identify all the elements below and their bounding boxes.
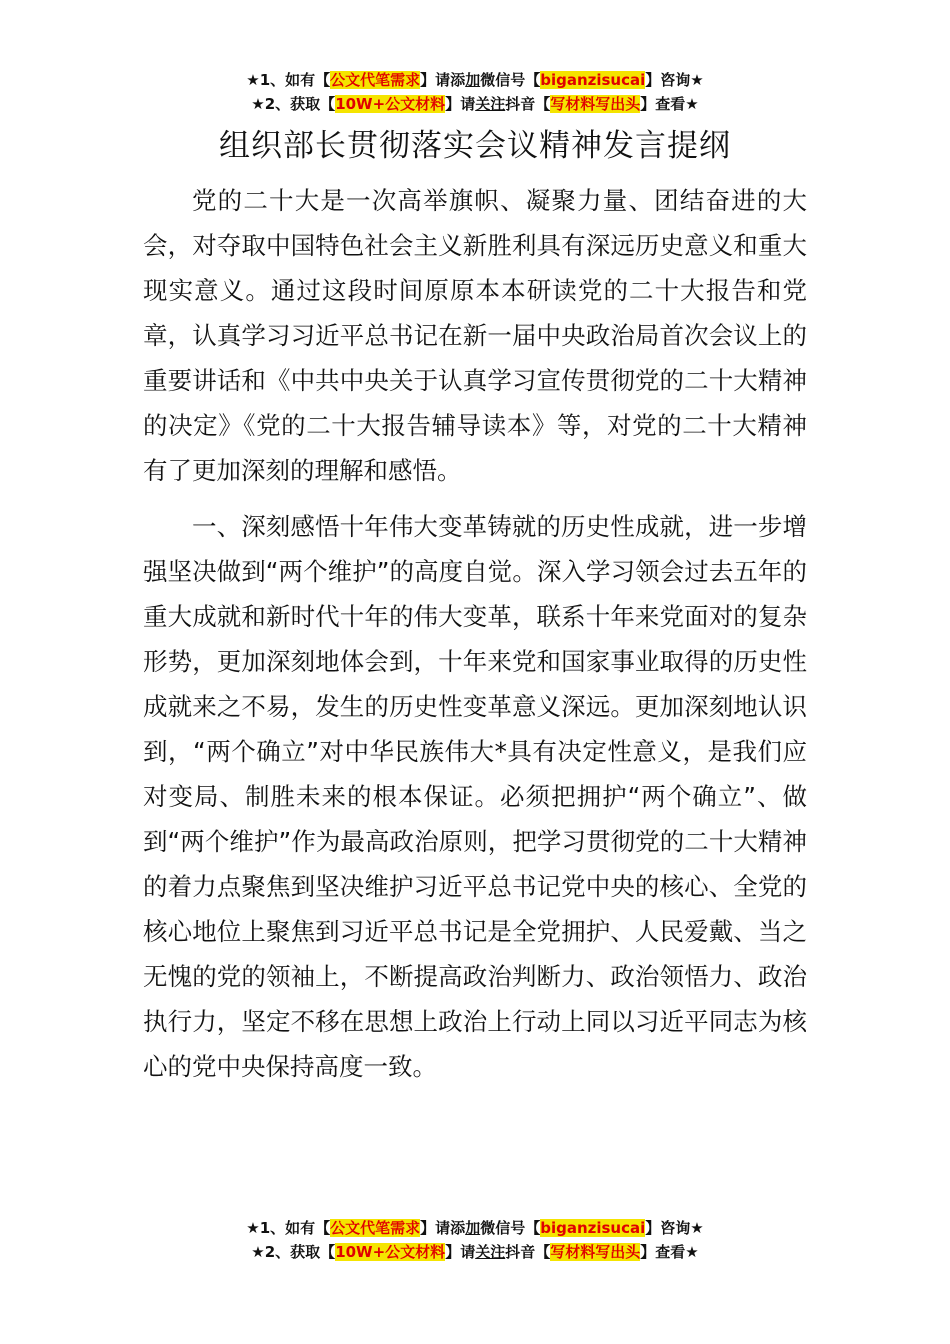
notice-text: 】查看★ (640, 95, 699, 113)
notice-text: 微信号【 (480, 1219, 541, 1237)
star-icon: ★ (251, 1243, 265, 1261)
notice-text: 微信号【 (480, 71, 541, 89)
notice-text: 抖音【 (505, 95, 551, 113)
highlight-materials: 10W+公文材料 (335, 95, 446, 113)
notice-line-1 (0, 68, 950, 92)
notice-line-2 (0, 1240, 950, 1264)
highlight-service: 公文代笔需求 (330, 71, 421, 89)
notice-text: 2、获取【 (264, 95, 336, 113)
notice-line-1 (0, 1216, 950, 1240)
star-icon: ★ (246, 1219, 260, 1237)
paragraph-intro: 党的二十大是一次高举旗帜、凝聚力量、团结奋进的大会，对夺取中国特色社会主义新胜利具有深远历史意义和重大现实意义。通过这段时间原原本本研读党的二十大报告和党章，认真学习习近平总书记在新一届中央政治局首次会议上的重要讲话和《中共中央关于认真学习宣传贯彻党的二十大精神的决定》《党的二十大报告辅导读本》等，对党的二十大精神有了更加深刻的理解和感悟。 (143, 186, 807, 485)
notice-text: 】咨询★ (645, 1219, 704, 1237)
paragraph-section-1: 一、深刻感悟十年伟大变革铸就的历史性成就，进一步增强坚决做到“两个维护”的高度自觉。深入学习领会过去五年的重大成就和新时代十年的伟大变革，联系十年来党面对的复杂形势，更加深刻地体会到，十年来党和国家事业取得的历史性成就来之不易，发生的历史性变革意义深远。更加深刻地认识到，“两个确立”对中华民族伟大*具有决定性意义，是我们应对变局、制胜未来的根本保证。必须把拥护“两个确立”、做到“两个维护”作为最高政治原则，把学习贯彻党的二十大精神的着力点聚焦到坚决维护习近平总书记党中央的核心、全党的核心地位上聚焦到习近平总书记是全党拥护、人民爱戴、当之无愧的党的领袖上，不断提高政治判断力、政治领悟力、政治执行力，坚定不移在思想上政治上行动上同以习近平同志为核心的党中央保持高度一致。 (143, 512, 807, 1081)
notice-text: 】请添 (420, 71, 466, 89)
notice-line-2 (0, 92, 950, 116)
notice-text: 】请添 (420, 1219, 466, 1237)
underlined-text: 加 (465, 1219, 481, 1237)
underlined-text: 加 (465, 71, 481, 89)
document-title: 组织部长贯彻落实会议精神发言提纲 (219, 128, 731, 164)
star-icon: ★ (251, 95, 265, 113)
underlined-text: 关注 (475, 95, 506, 113)
notice-text: 】请 (445, 95, 476, 113)
notice-text: 抖音【 (505, 1243, 551, 1261)
document-body (143, 178, 807, 1100)
footer-notice (0, 1216, 950, 1264)
underlined-text: 关注 (475, 1243, 506, 1261)
highlight-service: 公文代笔需求 (330, 1219, 421, 1237)
highlight-wechat-id: biganzisucai (540, 1219, 646, 1237)
star-icon: ★ (246, 71, 260, 89)
highlight-wechat-id: biganzisucai (540, 71, 646, 89)
notice-text: 】查看★ (640, 1243, 699, 1261)
notice-text: 】请 (445, 1243, 476, 1261)
header-notice (0, 68, 950, 116)
notice-text: 1、如有【 (259, 71, 331, 89)
notice-text: 】咨询★ (645, 71, 704, 89)
notice-text: 2、获取【 (264, 1243, 336, 1261)
highlight-materials: 10W+公文材料 (335, 1243, 446, 1261)
highlight-douyin: 写材料写出头 (550, 1243, 641, 1261)
highlight-douyin: 写材料写出头 (550, 95, 641, 113)
notice-text: 1、如有【 (259, 1219, 331, 1237)
